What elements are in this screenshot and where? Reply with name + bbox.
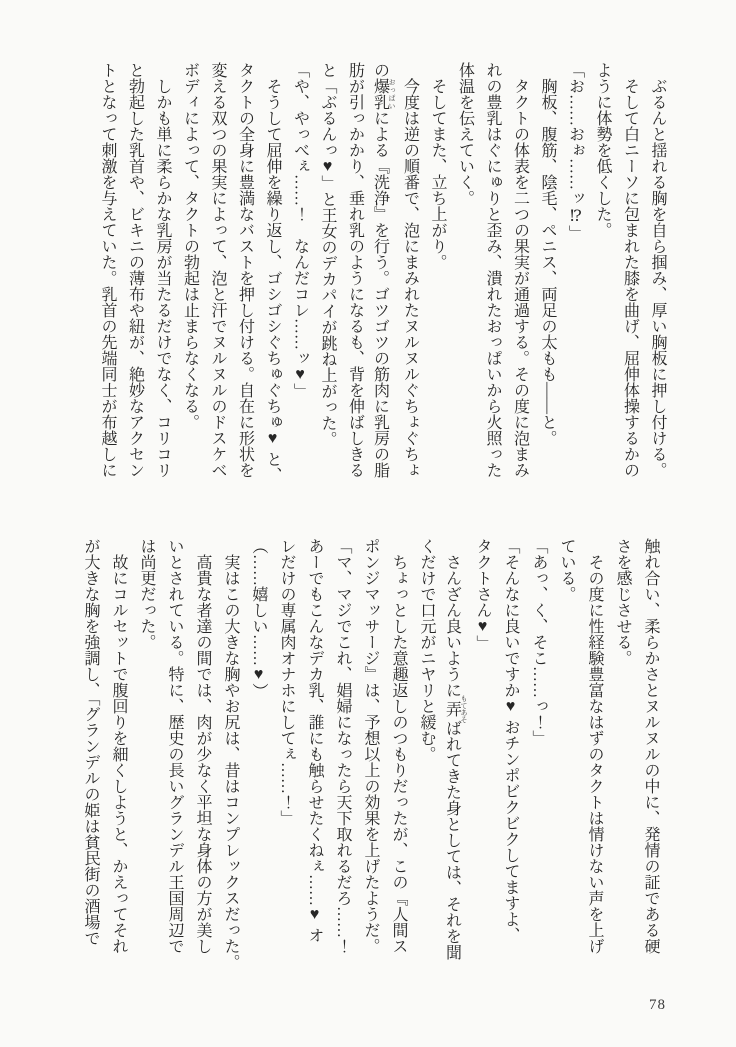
text-column: 「あっ、く、そこ……っ！」 [530, 538, 547, 746]
text-column: あーでもこんなデカ乳、誰にも触らせたくねぇ……♥ オ [306, 538, 323, 943]
furigana-ruby: 爆乳 おっぱい [371, 78, 396, 110]
text-column: 触れ合い、柔らかさとヌルヌルの中に、発情の証である硬 [642, 538, 659, 954]
text-column: くだけで口元がニヤリと緩む。 [418, 538, 435, 762]
text-column: 変える双つの果実によって、泡と汗でヌルヌルのドスケベ [209, 62, 226, 478]
text-block-bottom [76, 538, 664, 974]
text-block-top [94, 62, 672, 498]
furigana-ruby: 弄 もてあそ [443, 695, 468, 723]
text-column: そして白ニーソに包まれた膝を曲げ、屈伸体操するかの [621, 78, 639, 478]
text-column: ちょっとした意趣返しのつもりだったが、この『人間ス [390, 554, 407, 954]
text-column: 体温を伝えていく。 [456, 62, 474, 206]
page-number: 78 [649, 997, 666, 1013]
text-column: さを感じさせる。 [614, 538, 631, 666]
text-column: （……嬉しい……♥） [250, 538, 267, 699]
text-column: タクトさん♥」 [474, 538, 491, 651]
text-column: ボディによって、タクトの勃起は止まらなくなる。 [181, 62, 199, 430]
text-column: は尚更だった。 [138, 538, 155, 650]
text-column: いとされている。特に、歴史の長いグランデル王国周辺で [166, 538, 183, 954]
text-column: 「や、やっべぇ……！ なんだコレ……ッ♥」 [291, 62, 309, 399]
text-column: 高貴な者達の間では、肉が少なく平坦な身体の方が美し [194, 554, 211, 954]
text-column: ぶるんと揺れる胸を自ら掴み、厚い胸板に押し付ける。 [649, 78, 666, 478]
text-column: 胸板、腹筋、陰毛、ペニス、両足の太もも――と。 [539, 78, 556, 446]
text-column: 故にコルセットで腹回りを細くしようと、かえってそれ [110, 554, 127, 954]
text-column: れの豊乳はぐにゅりと歪み、潰れたおっぱいから火照った [484, 62, 501, 478]
text-column: レだけの専属肉オナホにしてぇ……！」 [278, 538, 295, 826]
text-column: 今度は逆の順番で、泡にまみれたヌルヌルぐちょぐちょ [401, 78, 419, 478]
text-column: 実はこの大きな胸やお尻は、昔はコンプレックスだった。 [222, 554, 239, 970]
text-column: と「ぶるんっ♥」と王女のデカパイが跳ね上がった。 [319, 62, 336, 447]
text-column: タクトの全身に豊満なバストを押し付ける。自在に形状を [236, 62, 254, 478]
text-column: しかも単に柔らかな乳房が当たるだけでなく、コリコリ [154, 78, 171, 478]
text-column: 「マ、マジでこれ、娼婦になったら天下取れるだろ……！ [334, 538, 351, 954]
text-column: さんざん良いように弄 もてあそばれてきた身としては、それを聞 [443, 554, 468, 960]
text-column: その度に性経験豊富なはずのタクトは情けない声を上げ [586, 554, 603, 954]
text-column: 肪が引っかかり、垂れ乳のようになるも、背を伸ばしきる [346, 62, 364, 478]
text-column: と勃起した乳首や、ビキニの薄布や紐が、絶妙なアクセン [126, 62, 144, 478]
text-column: ポンジマッサージ』は、予想以上の効果を上げたようだ。 [362, 538, 379, 954]
text-column: の爆乳 おっぱいによる『洗浄』を行う。ゴツゴツの筋肉に乳房の脂 [371, 62, 396, 478]
text-column: そしてまた、立ち上がり。 [429, 78, 446, 270]
text-column: トとなって刺激を与えていた。乳首の先端同士が布越しに [99, 62, 116, 478]
text-column: が大きな胸を強調し、「グランデルの姫は貧民街の酒場で [82, 538, 99, 946]
text-column: タクトの体表を二つの果実が通過する。その度に泡まみ [511, 78, 529, 478]
text-column: ている。 [558, 538, 575, 602]
text-column: ように体勢を低くした。 [594, 62, 611, 238]
text-column: 「そんなに良いですか♥ おチンポビクビクしてますよ、 [502, 538, 519, 943]
text-column: そうして屈伸を繰り返し、ゴシゴシぐちゅぐちゅ♥ と、 [264, 78, 281, 483]
text-column: 「お……おぉ……ッ⁉」 [566, 62, 584, 241]
